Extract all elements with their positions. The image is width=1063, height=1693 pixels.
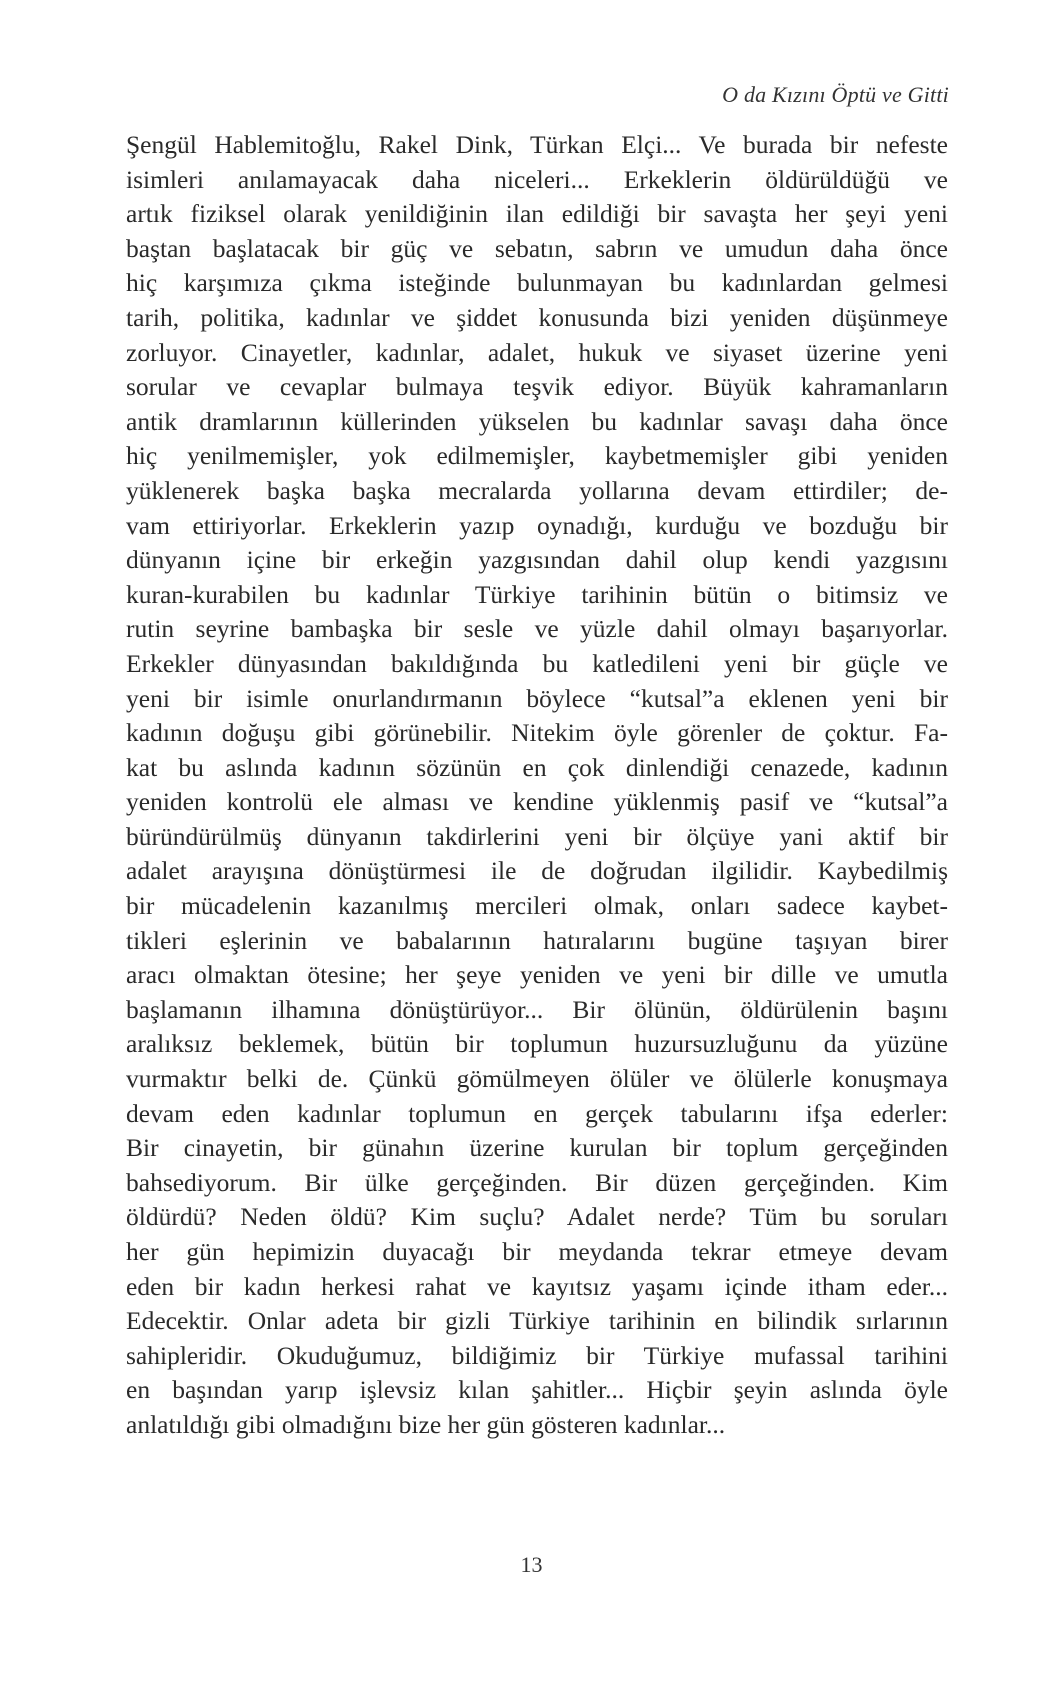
text-line: başlamanın ilhamına dönüştürüyor... Bir ölünün, öldürülenin başını [126, 994, 948, 1024]
text-line: Bir cinayetin, bir günahın üzerine kurulan bir toplum gerçeğinden [126, 1133, 948, 1163]
text-line: adalet arayışına dönüştürmesi ile de doğrudan ilgilidir. Kaybedilmiş [126, 856, 948, 886]
text-line: öldürdü? Neden öldü? Kim suçlu? Adalet nerde? Tüm bu soruları [126, 1202, 948, 1232]
text-line: aracı olmaktan ötesine; her şeye yeniden ve yeni bir dille ve umutla [126, 960, 948, 990]
text-line: sahipleridir. Okuduğumuz, bildiğimiz bir Türkiye mufassal tarihini [126, 1340, 948, 1370]
text-line: eden bir kadın herkesi rahat ve kayıtsız yaşamı içinde itham eder... [126, 1271, 948, 1301]
text-line: bahsediyorum. Bir ülke gerçeğinden. Bir düzen gerçeğinden. Kim [126, 1167, 948, 1197]
text-line: dünyanın içine bir erkeğin yazgısından dahil olup kendi yazgısını [126, 545, 948, 575]
text-line: devam eden kadınlar toplumun en gerçek tabularını ifşa ederler: [126, 1098, 948, 1128]
text-line: yeniden kontrolü ele alması ve kendine yüklenmiş pasif ve “kutsal”a [126, 787, 948, 817]
text-line: yeni bir isimle onurlandırmanın böylece “kutsal”a eklenen yeni bir [126, 683, 948, 713]
text-line: hiç karşımıza çıkma isteğinde bulunmayan bu kadınlardan gelmesi [126, 268, 948, 298]
text-line: kat bu aslında kadının sözünün en çok dinlendiği cenazede, kadının [126, 752, 948, 782]
text-line: yüklenerek başka başka mecralarda yollarına devam ettirdiler; de- [126, 475, 948, 505]
text-line: baştan başlatacak bir güç ve sebatın, sabrın ve umudun daha önce [126, 233, 948, 263]
text-line: aralıksız beklemek, bütün bir toplumun huzursuzluğunu da yüzüne [126, 1029, 948, 1059]
page-number: 13 [520, 1552, 543, 1577]
text-line: Şengül Hablemitoğlu, Rakel Dink, Türkan Elçi... Ve burada bir nefeste [126, 130, 948, 159]
text-line: kuran-kurabilen bu kadınlar Türkiye tarihinin bütün o bitimsiz ve [126, 579, 948, 609]
text-line: her gün hepimizin duyacağı bir meydanda tekrar etmeye devam [126, 1237, 948, 1266]
text-line: rutin seyrine bambaşka bir sesle ve yüzle dahil olmayı başarıyorlar. [126, 614, 948, 644]
text-line: büründürülmüş dünyanın takdirlerini yeni bir ölçüye yani aktif bir [126, 821, 948, 851]
text-line: vurmaktır belki de. Çünkü gömülmeyen ölüler ve ölülerle konuşmaya [126, 1064, 948, 1094]
text-line: zorluyor. Cinayetler, kadınlar, adalet, hukuk ve siyaset üzerine yeni [126, 337, 948, 367]
text-line: anlatıldığı gibi olmadığını bize her gün gösteren kadınlar... [126, 1409, 726, 1439]
text-line: Edecektir. Onlar adeta bir gizli Türkiye tarihinin en bilindik sırlarının [126, 1306, 948, 1336]
text-line: antik dramlarının küllerinden yükselen bu kadınlar savaşı daha önce [126, 406, 948, 436]
text-line: tikleri eşlerinin ve babalarının hatıralarını bugüne taşıyan birer [126, 925, 948, 955]
text-line: tarih, politika, kadınlar ve şiddet konusunda bizi yeniden düşünmeye [126, 302, 948, 332]
text-line: bir mücadelenin kazanılmış mercileri olmak, onları sadece kaybet- [126, 891, 948, 921]
text-line: artık fiziksel olarak yenildiğinin ilan edildiği bir savaşta her şeyi yeni [126, 199, 948, 229]
text-line: en başından yarıp işlevsiz kılan şahitler... Hiçbir şeyin aslında öyle [126, 1375, 948, 1405]
text-line: kadının doğuşu gibi görünebilir. Nitekim öyle görenler de çoktur. Fa- [126, 718, 948, 748]
running-header: O da Kızını Öptü ve Gitti [722, 82, 949, 107]
text-line: Erkekler dünyasından bakıldığında bu katledileni yeni bir güçle ve [126, 648, 948, 678]
text-line: vam ettiriyorlar. Erkeklerin yazıp oynadığı, kurduğu ve bozduğu bir [126, 510, 948, 540]
text-line: sorular ve cevaplar bulmaya teşvik ediyor. Büyük kahramanların [126, 372, 948, 402]
text-line: hiç yenilmemişler, yok edilmemişler, kaybetmemişler gibi yeniden [126, 441, 948, 471]
body-paragraph [126, 128, 948, 1443]
text-line: isimleri anılamayacak daha niceleri... Erkeklerin öldürüldüğü ve [126, 164, 948, 194]
